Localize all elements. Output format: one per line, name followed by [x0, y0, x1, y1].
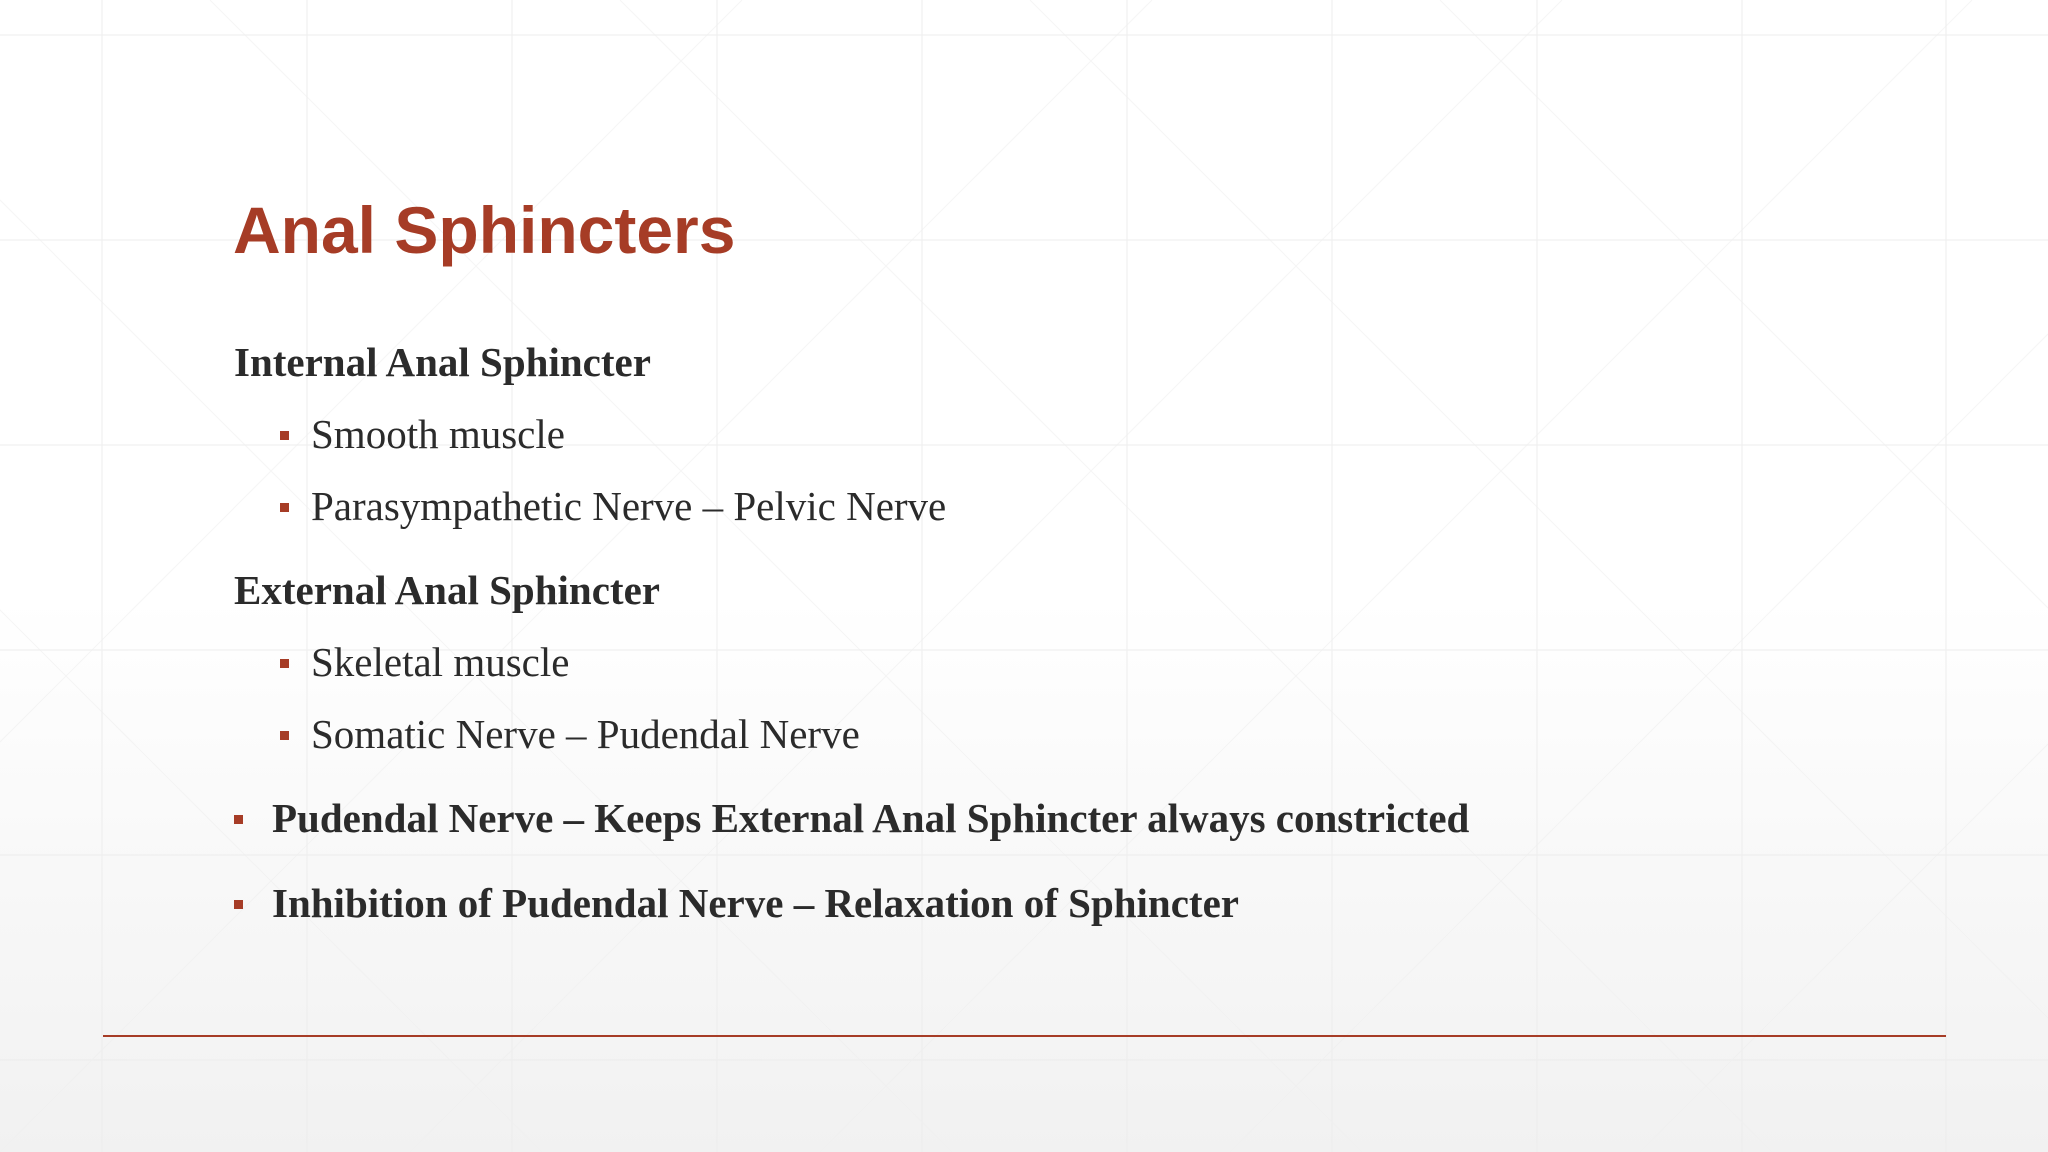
square-bullet-icon	[280, 659, 289, 668]
key-point-item	[234, 793, 1469, 843]
square-bullet-icon	[280, 431, 289, 440]
list-item-text: Skeletal muscle	[311, 639, 570, 685]
list-item-text: Somatic Nerve – Pudendal Nerve	[311, 711, 860, 757]
list-item-text: Smooth muscle	[311, 411, 565, 457]
list-item-text: Parasympathetic Nerve – Pelvic Nerve	[311, 483, 947, 529]
list-item	[280, 481, 946, 531]
key-point-text: Inhibition of Pudendal Nerve – Relaxation of Sphincter	[272, 880, 1239, 926]
list-item	[280, 637, 569, 687]
section-heading-external: External Anal Sphincter	[234, 567, 660, 613]
section-heading-internal: Internal Anal Sphincter	[234, 339, 651, 385]
slide-title: Anal Sphincters	[233, 193, 736, 267]
square-bullet-icon	[280, 503, 289, 512]
square-bullet-icon	[280, 731, 289, 740]
key-point-text: Pudendal Nerve – Keeps External Anal Sphincter always constricted	[272, 795, 1470, 841]
square-bullet-icon	[234, 900, 243, 909]
key-point-item	[234, 878, 1239, 928]
square-bullet-icon	[234, 815, 243, 824]
footer-divider	[103, 1035, 1946, 1037]
list-item	[280, 409, 565, 459]
list-item	[280, 709, 860, 759]
